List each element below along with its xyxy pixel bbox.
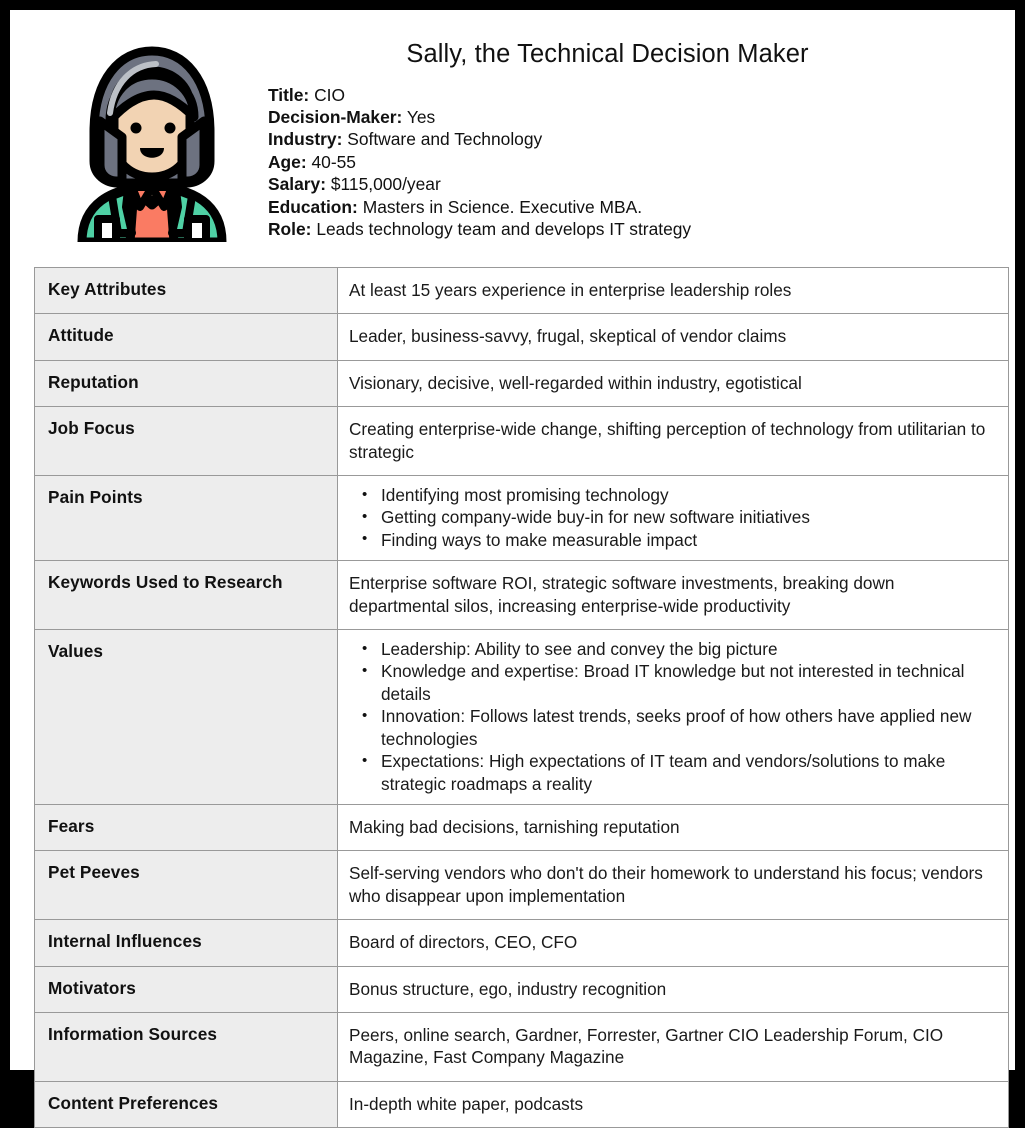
row-label: Values bbox=[35, 630, 338, 805]
row-value: Enterprise software ROI, strategic software investments, breaking down departmental silos, increasing enterprise-wide productivity bbox=[338, 561, 1009, 630]
row-value: Board of directors, CEO, CFO bbox=[338, 920, 1009, 966]
table-row bbox=[35, 1012, 1009, 1081]
row-label: Fears bbox=[35, 804, 338, 850]
field-value: CIO bbox=[314, 84, 345, 105]
field-decision-maker bbox=[268, 106, 1003, 128]
table-row bbox=[35, 268, 1009, 314]
row-label: Internal Influences bbox=[35, 920, 338, 966]
poster-frame bbox=[10, 10, 1015, 1114]
field-label: Title: bbox=[268, 84, 310, 105]
table-row bbox=[35, 561, 1009, 630]
row-label: Information Sources bbox=[35, 1012, 338, 1081]
table-row bbox=[35, 630, 1009, 805]
row-value: At least 15 years experience in enterprise leadership roles bbox=[338, 268, 1009, 314]
field-label: Role: bbox=[268, 219, 312, 240]
field-label: Age: bbox=[268, 151, 307, 172]
row-value: Peers, online search, Gardner, Forrester, Gartner CIO Leadership Forum, CIO Magazine, Fast Company Magazine bbox=[338, 1012, 1009, 1081]
table-row bbox=[35, 407, 1009, 476]
businesswoman-avatar-icon bbox=[70, 37, 235, 242]
field-value: Yes bbox=[406, 107, 436, 127]
table-row bbox=[35, 314, 1009, 360]
row-value: Self-serving vendors who don't do their homework to understand his focus; vendors who disappear upon implementation bbox=[338, 851, 1009, 920]
field-industry bbox=[268, 128, 1003, 150]
field-label: Salary: bbox=[268, 174, 327, 195]
row-label: Reputation bbox=[35, 360, 338, 406]
field-value: Masters in Science. Executive MBA. bbox=[362, 196, 643, 217]
list-item: • Innovation: Follows latest trends, seeks proof of how others have applied new technologies bbox=[371, 705, 996, 750]
table-row bbox=[35, 920, 1009, 966]
field-label: Industry: bbox=[268, 129, 343, 150]
row-label: Key Attributes bbox=[35, 268, 338, 314]
field-value: $115,000/year bbox=[330, 174, 441, 195]
row-value: In-depth white paper, podcasts bbox=[338, 1081, 1009, 1127]
field-title bbox=[268, 84, 1003, 106]
row-value: Creating enterprise-wide change, shifting perception of technology from utilitarian to strategic bbox=[338, 407, 1009, 476]
field-value: 40-55 bbox=[311, 151, 356, 172]
field-label: Decision-Maker: bbox=[268, 107, 403, 127]
list-item: • Finding ways to make measurable impact bbox=[371, 529, 996, 551]
poster-content bbox=[22, 25, 1003, 1114]
list-item: • Knowledge and expertise: Broad IT knowledge but not interested in technical details bbox=[371, 660, 996, 705]
field-age bbox=[268, 151, 1003, 173]
row-label: Attitude bbox=[35, 314, 338, 360]
row-label: Pet Peeves bbox=[35, 851, 338, 920]
bullet-list bbox=[349, 638, 996, 795]
page-title: Sally, the Technical Decision Maker bbox=[406, 40, 809, 68]
field-education bbox=[268, 196, 1003, 218]
list-item: • Leadership: Ability to see and convey the big picture bbox=[371, 638, 996, 660]
table-body bbox=[35, 268, 1009, 1128]
row-label: Content Preferences bbox=[35, 1081, 338, 1127]
row-label: Keywords Used to Research bbox=[35, 561, 338, 630]
table-row bbox=[35, 804, 1009, 850]
persona-attributes-table bbox=[34, 267, 1009, 1128]
list-item: • Expectations: High expectations of IT team and vendors/solutions to make strategic roadmaps a reality bbox=[371, 750, 996, 795]
persona-fields bbox=[252, 84, 1003, 241]
row-value bbox=[338, 476, 1009, 561]
row-label: Motivators bbox=[35, 966, 338, 1012]
row-value: Visionary, decisive, well-regarded within industry, egotistical bbox=[338, 360, 1009, 406]
table-row bbox=[35, 476, 1009, 561]
field-salary bbox=[268, 173, 1003, 195]
row-label: Pain Points bbox=[35, 476, 338, 561]
table-row bbox=[35, 360, 1009, 406]
field-value: Software and Technology bbox=[347, 129, 543, 150]
row-value bbox=[338, 630, 1009, 805]
field-role bbox=[268, 218, 1003, 240]
row-value: Bonus structure, ego, industry recognition bbox=[338, 966, 1009, 1012]
table-row bbox=[35, 1081, 1009, 1127]
row-value: Making bad decisions, tarnishing reputation bbox=[338, 804, 1009, 850]
list-item: • Getting company-wide buy-in for new software initiatives bbox=[371, 506, 996, 528]
field-value: Leads technology team and develops IT strategy bbox=[316, 219, 692, 240]
field-label: Education: bbox=[268, 196, 358, 217]
row-label: Job Focus bbox=[35, 407, 338, 476]
table-row bbox=[35, 851, 1009, 920]
persona-header-text bbox=[252, 25, 1003, 240]
persona-header bbox=[22, 25, 1003, 245]
list-item: • Identifying most promising technology bbox=[371, 484, 996, 506]
table-row bbox=[35, 966, 1009, 1012]
row-value: Leader, business-savvy, frugal, skeptical of vendor claims bbox=[338, 314, 1009, 360]
bullet-list bbox=[349, 484, 996, 551]
